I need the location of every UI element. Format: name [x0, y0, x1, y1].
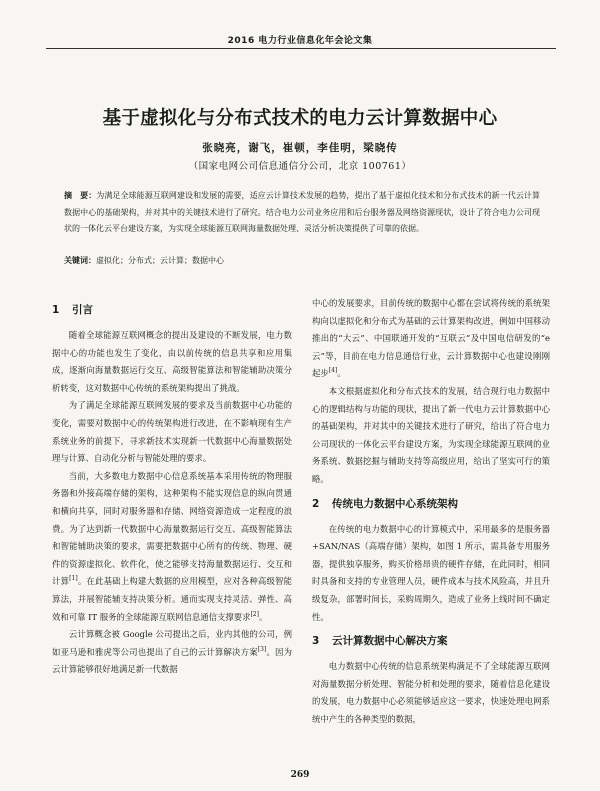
keywords — [64, 255, 224, 266]
abstract — [64, 188, 540, 238]
paragraph: 随着全球能源互联网概念的提出及建设的不断发展，电力数据中心的功能也发生了变化，由以前传统的信息共享和应用集成，逐渐向海量数据运行交互、高级智能算法和智能辅助决策分析转变，这对数据中心传统的系统架构提出了挑战。 — [52, 330, 292, 393]
section-title: 云计算数据中心解决方案 — [332, 635, 448, 648]
paragraph-text: 当前，大多数电力数据中心信息系统基本采用传统的物理服务器和外接高端存储的架构，这种架构不能实现信息的纵向贯通和横向共享，同时对服务器和存储、网络资源造成一定程度的浪费。为了达到新一代数据中心海量数据运行交互、高级智能算法和智能辅助决策的要求，需要把数据中心所有的传统、物理、硬件的资源虚拟化、软件化，使之能够支持海量数据运行、交互和计算 — [52, 470, 292, 587]
paragraph — [312, 295, 550, 383]
citation: [3] — [257, 645, 267, 653]
section-title: 引言 — [72, 304, 93, 316]
citation: [4] — [328, 367, 338, 375]
page-number: 269 — [290, 770, 310, 780]
paragraph-text: 。在此基础上构建大数据的应用模型，应对各种高级智能算法，并展智能辅支持决策分析。通而实现支持灵活、弹性、高效和可靠 IT 服务的全球能源互联网信息通信支撑要求 — [52, 576, 293, 622]
section-heading-traditional-architecture — [312, 495, 550, 513]
citation: [1] — [69, 575, 78, 583]
keywords-text: 虚拟化；分布式；云计算；数据中心 — [96, 256, 224, 265]
paper-title: 基于虚拟化与分布式技术的电力云计算数据中心 — [102, 108, 498, 129]
paragraph — [52, 468, 292, 626]
abstract-label: 摘 要： — [64, 191, 97, 200]
right-column — [312, 295, 550, 728]
left-column — [52, 295, 292, 679]
paragraph: 为了满足全球能源互联网发展的要求及当前数据中心功能的变化，需要对数据中心的传统架构进行改进，在不影响现有生产系统业务的前提下，寻求新技术实现新一代数据中心海量数据处理与计算、自动化分析与智能处理的要求。 — [52, 400, 292, 464]
paragraph: 电力数据中心传统的信息系统架构满足不了全球能源互联网对海量数据分析处理、智能分析和处理的要求，随着信息化建设的发展，电力数据中心必须能够适应这一要求，快速处理电网系统中产生的各种类型的数据， — [312, 661, 550, 724]
section-heading-introduction — [52, 301, 292, 319]
running-header: 2016 电力行业信息化年会论文集 — [227, 36, 373, 46]
abstract-text: 为满足全球能源互联网建设和发展的需要，适应云计算技术发展的趋势，提出了基于虚拟化技术和分布式技术的新一代云计算数据中心的基础架构，并对其中的关键技术进行了研究。结合电力公司业务应用和后台服务器及网络资源现状，设计了符合电力公司现状的一体化云平台建设方案，为实现全球能源互联网海量数据处理、灵活分析决策提供了可靠的依据。 — [64, 191, 540, 234]
paper-affiliation: （国家电网公司信息通信分公司，北京 100761） — [188, 161, 412, 172]
section-number: 1 — [52, 304, 60, 316]
paragraph-text: 。因为云计算能够很好地满足新一代数据 — [52, 646, 293, 675]
paragraph-text: 。 — [337, 368, 346, 379]
section-heading-cloud-solution — [312, 632, 550, 650]
paragraph-text: 中心的发展要求，目前传统的数据中心都在尝试将传统的系统架构向以虚拟化和分布式为基础的云计算架构改进，例如中国移动推出的“大云”、中国联通开发的“互联云”及中国电信研发的“e 云”等，目前在电力信息通信行业，云计算数据中心也建设刚刚起步 — [312, 298, 550, 379]
paragraph: 本文根据虚拟化和分布式技术的发展，结合现行电力数据中心的逻辑结构与功能的现状，提出了新一代电力云计算数据中心的基础架构，并对其中的关键技术进行了研究，给出了符合电力公司现状的一体化云平台建设方案，为实现全球能源互联网的业务系统、数据挖掘与辅助支持等高级应用，给出了坚实可行的策略。 — [312, 385, 550, 484]
section-number: 3 — [312, 635, 320, 648]
paragraph: 在传统的电力数据中心的计算模式中，采用最多的是服务器 +SAN/NAS（高端存储）架构，如图 1 所示，需具备专用服务器，提供独享服务，购买价格昂贵的硬件存储，在此同时，相同时具备和支持的专业管理人员，硬件成本与技术风险高，并且升级复杂，部署时间长，采购周期久，造成了业务上线时间不确定性。 — [312, 523, 550, 622]
paragraph-text: 。 — [258, 611, 268, 622]
section-title: 传统电力数据中心系统架构 — [332, 497, 458, 510]
paragraph-text: 云计算概念被 Google 公司提出之后，业内其他的公司，例如亚马逊和雅虎等公司也提出了自己的云计算解决方案 — [52, 629, 292, 657]
keywords-label: 关键词： — [64, 256, 96, 265]
paragraph — [52, 626, 292, 679]
citation: [2] — [250, 610, 259, 618]
section-number: 2 — [312, 497, 320, 510]
header-rule — [46, 48, 556, 49]
paper-authors: 张晓亮，谢飞，崔顿，李佳明，梁晓传 — [202, 142, 398, 154]
